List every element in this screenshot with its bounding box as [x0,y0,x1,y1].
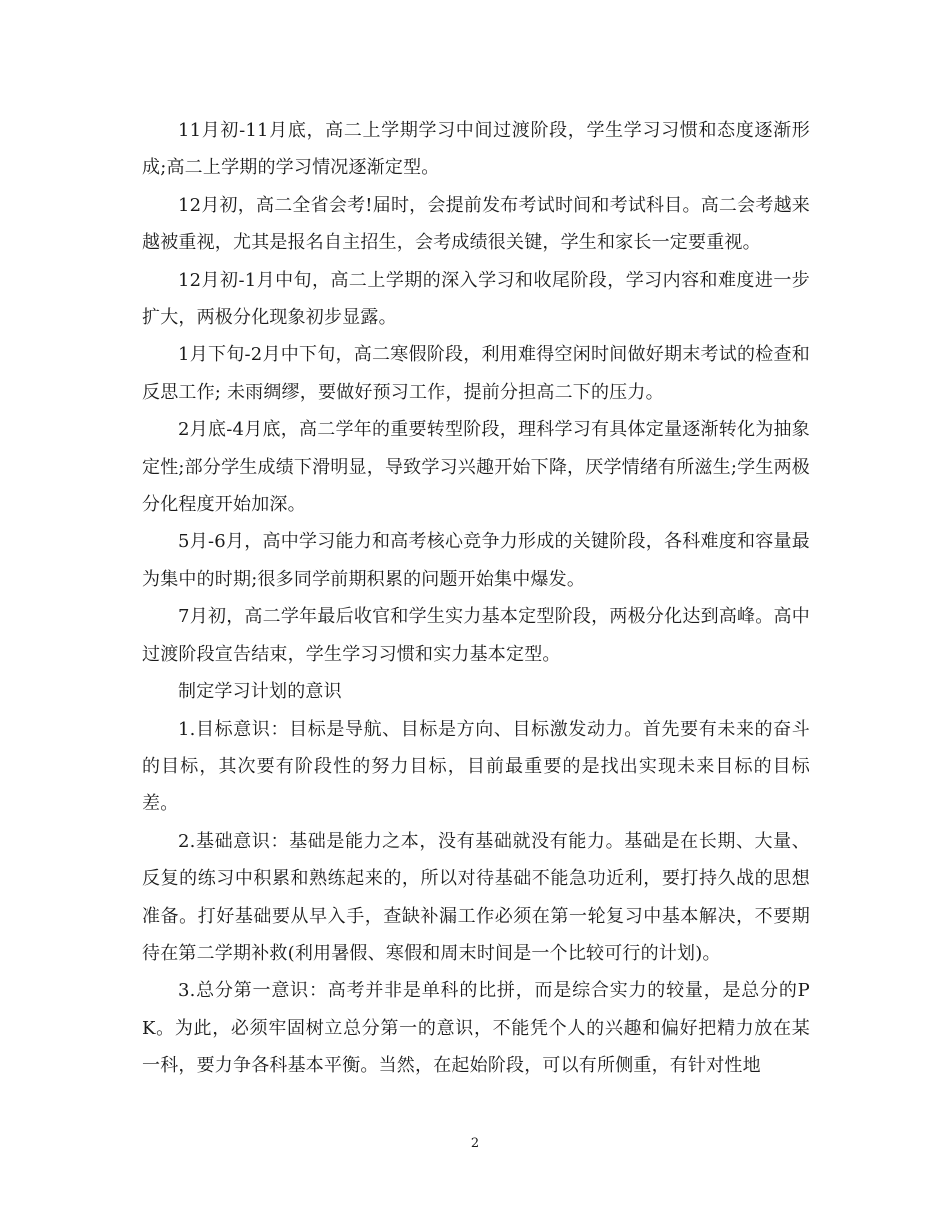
paragraph: 1.目标意识：目标是导航、目标是方向、目标激发动力。首先要有未来的奋斗的目标，其次要有阶段性的努力目标，目前最重要的是找出实现未来目标的目标差。 [142,718,810,815]
section-heading: 制定学习计划的意识 [178,681,342,703]
paragraph: 1月下旬-2月中下旬，高二寒假阶段，利用难得空闲时间做好期末考试的检查和反思工作; 未雨绸缪，要做好预习工作，提前分担高二下的压力。 [142,344,810,403]
page-number: 2 [470,1136,480,1151]
paragraph: 5月-6月，高中学习能力和高考核心竞争力形成的关键阶段，各科难度和容量最为集中的时期;很多同学前期积累的问题开始集中爆发。 [142,531,810,590]
paragraph: 7月初，高二学年最后收官和学生实力基本定型阶段，两极分化达到高峰。高中过渡阶段宣告结束，学生学习习惯和实力基本定型。 [142,606,810,665]
paragraph: 3.总分第一意识：高考并非是单科的比拼，而是综合实力的较量，是总分的PK。为此，必须牢固树立总分第一的意识，不能凭个人的兴趣和偏好把精力放在某一科，要力争各科基本平衡。当然，在起始阶段，可以有所侧重，有针对性地 [142,980,810,1077]
paragraph: 2月底-4月底，高二学年的重要转型阶段，理科学习有具体定量逐渐转化为抽象定性;部分学生成绩下滑明显，导致学习兴趣开始下降，厌学情绪有所滋生;学生两极分化程度开始加深。 [142,419,810,516]
paragraph: 12月初-1月中旬，高二上学期的深入学习和收尾阶段，学习内容和难度进一步扩大，两极分化现象初步显露。 [142,269,810,329]
document-body [142,112,810,1085]
paragraph: 2.基础意识：基础是能力之本，没有基础就没有能力。基础是在长期、大量、反复的练习中积累和熟练起来的，所以对待基础不能急功近利，要打持久战的思想准备。打好基础要从早入手，查缺补漏工作必须在第一轮复习中基本解决，不要期待在第二学期补救(利用暑假、寒假和周末时间是一个比较可行的计划)。 [142,830,810,964]
paragraph: 12月初，高二全省会考!届时，会提前发布考试时间和考试科目。高二会考越来越被重视，尤其是报名自主招生，会考成绩很关键，学生和家长一定要重视。 [142,194,810,254]
paragraph: 11月初-11月底，高二上学期学习中间过渡阶段，学生学习习惯和态度逐渐形成;高二上学期的学习情况逐渐定型。 [142,120,810,179]
